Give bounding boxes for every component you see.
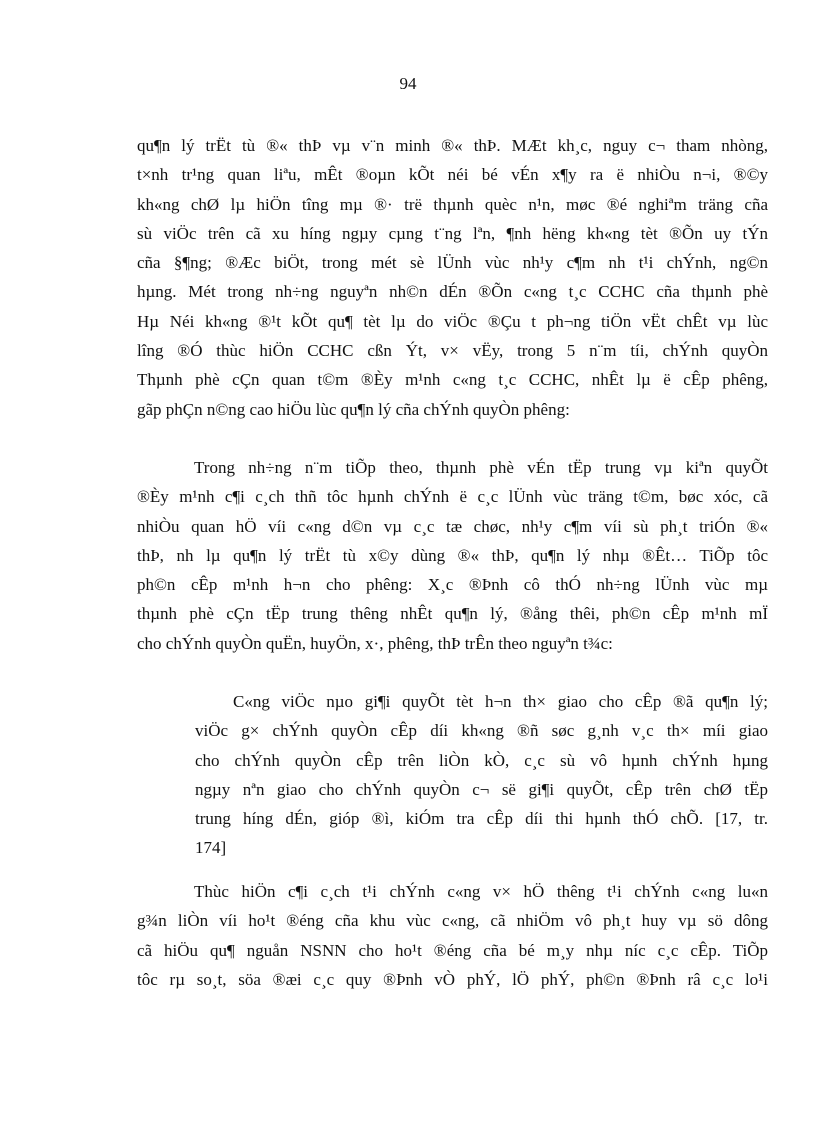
paragraph-1 [137,131,768,424]
text-line: g¾n liÒn víi ho¹t ®éng cña khu vùc c«ng, cã nhiÖm vô ph¸t huy vµ sö dông [137,911,768,931]
page-number: 94 [399,74,417,93]
block-quote [195,687,768,863]
text-line: trung híng dÉn, gióp ®ì, kiÓm tra cÊp díi thi hµnh thÓ chÕ. [17, tr. [195,809,768,829]
text-line: Hµ Néi kh«ng ®¹t kÕt qu¶ tèt lµ do viÖc ®Çu t ph¬ng tiÖn vËt chÊt vµ lùc [137,311,768,331]
text-line: ®Èy m¹nh c¶i c¸ch thñ tôc hµnh chÝnh ë c¸c lÜnh vùc träng t©m, bøc xóc, cã [137,487,768,507]
text-line: nhiÒu quan hÖ víi c«ng d©n vµ c¸c tæ chøc, nh¹y c¶m víi sù ph¸t triÓn ®« [137,516,768,536]
text-line: sù viÖc trên cã xu híng ngµy cµng t¨ng lªn, ¶nh hëng kh«ng tèt ®Õn uy tÝn [137,223,768,243]
paragraph-2 [137,453,768,658]
text-line: cña §¶ng; ®Æc biÖt, trong mét sè lÜnh vùc nh¹y c¶m nh t¹i chÝnh, ng©n [137,253,768,273]
text-line: ngµy nªn giao cho chÝnh quyÒn c¬ së gi¶i quyÕt, cÊp trên chØ tËp [195,779,768,799]
text-line: Thµnh phè cÇn quan t©m ®Èy m¹nh c«ng t¸c CCHC, nhÊt lµ ë cÊp phêng, [137,370,768,390]
text-line: Trong nh÷ng n¨m tiÕp theo, thµnh phè vÉn tËp trung vµ kiªn quyÕt [194,458,768,477]
text-line: 174] [195,838,227,858]
text-line: cã hiÖu qu¶ nguån NSNN cho ho¹t ®éng cña bé m¸y nhµ níc c¸c cÊp. TiÕp [137,940,768,960]
text-line: thÞ, nh lµ qu¶n lý trËt tù x©y dùng ®« thÞ, qu¶n lý nhµ ®Êt… TiÕp tôc [137,545,768,565]
text-line: cho chÝnh quyÒn cÊp trên liÒn kÒ, c¸c sù vô hµnh chÝnh hµng [195,750,768,770]
text-line: kh«ng chØ lµ hiÖn tîng mµ ®· trë thµnh quèc n¹n, møc ®é nghiªm träng cña [137,194,768,214]
text-line: hµng. Mét trong nh÷ng nguyªn nh©n dÉn ®Õn c«ng t¸c CCHC cña thµnh phè [137,282,768,302]
text-line: gãp phÇn n©ng cao hiÖu lùc qu¶n lý cña chÝnh quyÒn phêng: [137,399,570,419]
text-line: tôc rµ so¸t, söa ®æi c¸c quy ®Þnh vÒ phÝ, lÖ phÝ, ph©n ®Þnh râ c¸c lo¹i [137,969,768,989]
text-line: ph©n cÊp m¹nh h¬n cho phêng: X¸c ®Þnh cô thÓ nh÷ng lÜnh vùc mµ [137,575,768,595]
text-line: t×nh tr¹ng quan liªu, mÊt ®oµn kÕt néi bé vÉn x¶y ra ë nhiÒu n¬i, ®©y [137,165,768,185]
text-line: cho chÝnh quyÒn quËn, huyÖn, x·, phêng, thÞ trÊn theo nguyªn t¾c: [137,633,613,653]
text-line: viÖc g× chÝnh quyÒn cÊp díi kh«ng ®ñ søc g¸nh v¸c th× míi giao [195,721,768,741]
text-line: Thùc hiÖn c¶i c¸ch t¹i chÝnh c«ng v× hÖ thêng t¹i chÝnh c«ng lu«n [194,882,768,901]
text-line: qu¶n lý trËt tù ®« thÞ vµ v¨n minh ®« thÞ. MÆt kh¸c, nguy c¬ tham nhòng, [137,136,768,155]
text-line: thµnh phè cÇn tËp trung thêng nhÊt qu¶n lý, ®ång thêi, ph©n cÊp m¹nh mÏ [137,604,768,624]
paragraph-3 [137,877,768,994]
text-line: C«ng viÖc nµo gi¶i quyÕt tèt h¬n th× giao cho cÊp ®ã qu¶n lý; [233,692,768,711]
text-line: lîng ®Ó thùc hiÖn CCHC cßn Ýt, v× vËy, trong 5 n¨m tíi, chÝnh quyÒn [137,341,768,361]
